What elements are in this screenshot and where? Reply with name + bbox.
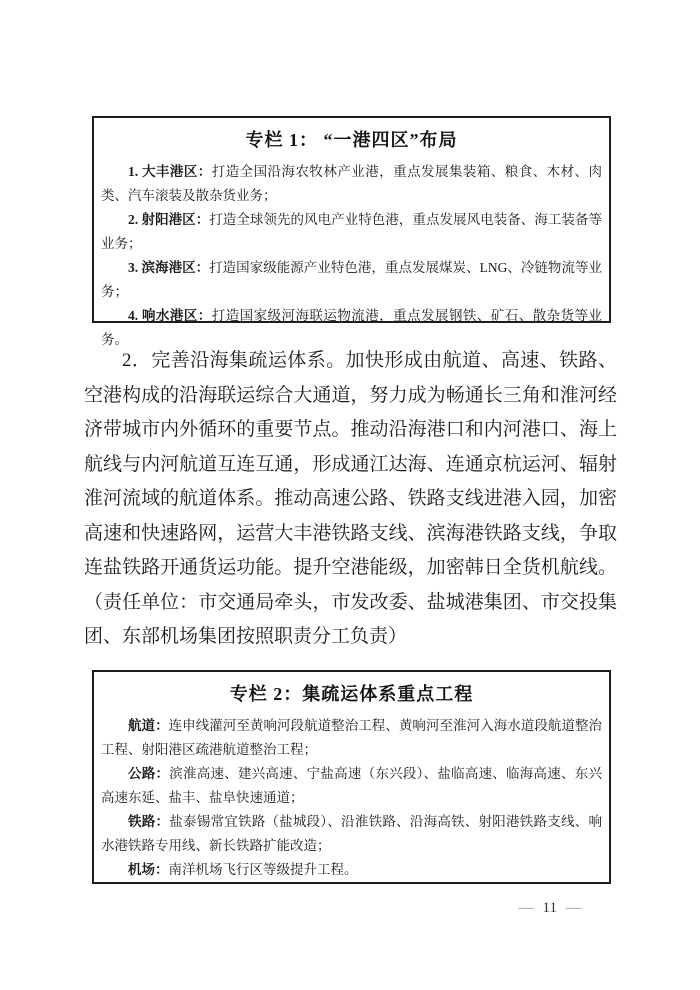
box2-item-waterway xyxy=(101,714,602,762)
box1-item-binhai-text: 打造国家级能源产业特色港，重点发展煤炭、LNG、冷链物流等业务； xyxy=(101,260,602,299)
box2-item-railway-label: 铁路： xyxy=(128,814,170,829)
box1-item-sheyang-text: 打造全球领先的风电产业特色港，重点发展风电装备、海工装备等业务； xyxy=(101,212,603,251)
page-number-left-dash: — xyxy=(518,900,534,916)
box1-item-binhai xyxy=(101,256,602,304)
box1-item-sheyang-label: 2. 射阳港区： xyxy=(128,212,210,227)
box1-item-xiangshui-label: 4. 响水港区： xyxy=(128,308,212,323)
box2-title: 专栏 2：集疏运体系重点工程 xyxy=(229,684,474,704)
box1-item-xiangshui-text: 打造国家级河海联运物流港，重点发展钢铁、矿石、散杂货等业务。 xyxy=(101,308,603,347)
callout-box-2 xyxy=(92,670,611,884)
box2-item-airport-label: 机场： xyxy=(128,862,169,877)
box2-item-highway-text: 滨淮高速、建兴高速、宁盐高速（东兴段）、盐临高速、临海高速、东兴高速东延、盐丰、盐阜快速通道； xyxy=(101,766,603,805)
box2-item-railway-text: 盐泰锡常宜铁路（盐城段）、沿淮铁路、沿海高铁、射阳港铁路支线、响水港铁路专用线、新长铁路扩能改造； xyxy=(101,814,603,853)
box2-item-highway-label: 公路： xyxy=(128,766,170,781)
body-paragraph-lead: 2．完善沿海集疏运体系。 xyxy=(122,350,346,371)
box1-item-binhai-label: 3. 滨海港区： xyxy=(128,260,210,275)
callout-box-1 xyxy=(92,116,611,347)
box2-item-airport xyxy=(101,858,602,882)
box1-item-dafeng xyxy=(101,160,602,208)
page-number xyxy=(519,898,581,918)
box2-item-waterway-label: 航道： xyxy=(128,718,169,733)
box2-item-highway xyxy=(101,762,602,810)
box1-item-dafeng-text: 打造全国沿海农牧林产业港，重点发展集装箱、粮食、木材、肉类、汽车滚装及散杂货业务； xyxy=(101,164,603,203)
box1-title: 专栏 1： “一港四区”布局 xyxy=(245,130,458,150)
body-paragraph xyxy=(84,344,617,655)
page-number-right-dash: — xyxy=(566,900,581,916)
box2-item-railway xyxy=(101,810,602,858)
page-number-value: 11 xyxy=(542,900,557,916)
box2-item-waterway-text: 连申线灌河至黄响河段航道整治工程、黄响河至淮河入海水道段航道整治工程、射阳港区疏港航道整治工程； xyxy=(101,718,603,757)
box1-item-dafeng-label: 1. 大丰港区： xyxy=(128,164,212,179)
box1-item-sheyang xyxy=(101,208,602,256)
box2-item-airport-text: 南洋机场飞行区等级提升工程。 xyxy=(168,862,358,877)
body-paragraph-text: 加快形成由航道、高速、铁路、空港构成的沿海联运综合大通道，努力成为畅通长三角和淮河经济带城市内外循环的重要节点。推动沿海港口和内河港口、海上航线与内河航道互连互通，形成通江达海、连通京杭运河、辐射淮河流域的航道体系。推动高速公路、铁路支线进港入园，加密高速和快速路网，运营大丰港铁路支线、滨海港铁路支线，争取连盐铁路开通货运功能。提升空港能级，加密韩日全货机航线。（责任单位：市交通局牵头，市发改委、盐城港集团、市交投集团、东部机场集团按照职责分工负责） xyxy=(84,350,617,647)
